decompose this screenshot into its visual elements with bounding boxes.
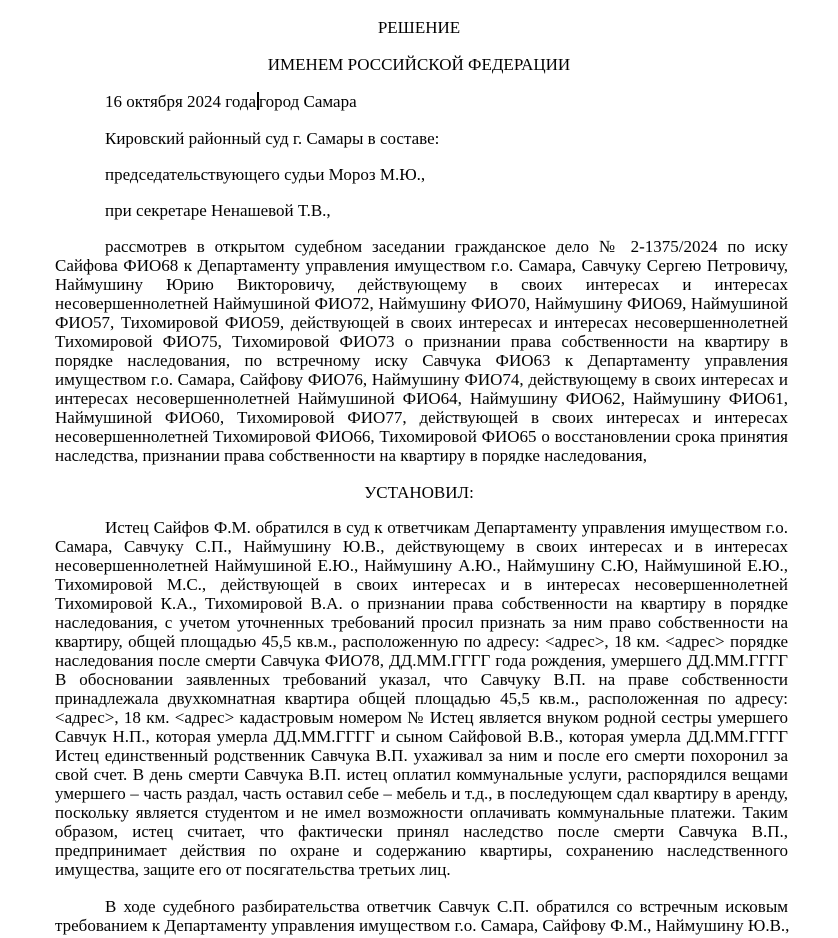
- paragraph-line: предпринимает действия по охране и содержанию квартиры, сохранению наследственного: [55, 841, 788, 860]
- doc-place: город Самара: [259, 92, 357, 111]
- doc-subtitle: ИМЕНЕМ РОССИЙСКОЙ ФЕДЕРАЦИИ: [267, 55, 571, 74]
- secretary-line: при секретаре Ненашевой Т.В.,: [105, 201, 331, 220]
- paragraph-line: В обосновании заявленных требований указал, что Савчуку В.П. на праве собственности: [55, 670, 788, 689]
- paragraph-line: Наймушину Юрию Викторовичу, действующему в своих интересах и интересах: [55, 275, 788, 294]
- paragraph-line: Наймушиной ФИО60, Тихомировой ФИО77, действующей в своих интересах и интересах: [55, 408, 788, 427]
- paragraph-line: Тихомировой М.С., действующей в своих интересах и в интересах несовершеннолетней: [55, 575, 788, 594]
- paragraph-line: порядке наследования, по встречному иску Савчука ФИО63 к Департаменту управления: [55, 351, 788, 370]
- paragraph-line: несовершеннолетней Наймушиной Е.Ю., Наймушину А.Ю., Наймушину С.Ю, Наймушиной Е.Ю.,: [55, 556, 788, 575]
- paragraph-line: Истец Сайфов Ф.М. обратился в суд к ответчикам Департаменту управления имуществом г.о.: [105, 518, 788, 537]
- paragraph-line: наследования, с учетом уточненных требований просил признать за ним право собственности на: [55, 613, 788, 632]
- paragraph-line: свой счет. В день смерти Савчука В.П. истец оплатил коммунальные услуги, распорядился вещами: [55, 765, 788, 784]
- paragraph-line: поскольку является студентом и не имел возможности оплачивать коммунальные платежи. Таким: [55, 803, 788, 822]
- doc-date: 16 октября 2024 года: [105, 92, 257, 111]
- paragraph-line: наследства, признании права собственности на квартиру в порядке наследования,: [55, 446, 647, 465]
- paragraph-line: умершего – часть раздал, часть оставил себе – мебель и т.д., в последующем сдал квартиру в аренду,: [55, 784, 788, 803]
- paragraph-line: рассмотрев в открытом судебном заседании гражданское дело № 2-1375/2024 по иску: [105, 237, 788, 256]
- paragraph-line: Сайфова ФИО68 к Департаменту управления имуществом г.о. Самара, Савчуку Сергею Петровичу,: [55, 256, 788, 275]
- paragraph-line: имущества, защите его от посягательства третьих лиц.: [55, 860, 451, 879]
- paragraph-line: Самара, Савчуку С.П., Наймушину Ю.В., действующему в своих интересах и в интересах: [55, 537, 788, 556]
- paragraph-line: имуществом г.о. Самара, Сайфову ФИО76, Наймушину ФИО74, действующему в своих интересах и: [55, 370, 788, 389]
- paragraph-line: несовершеннолетней Наймушиной ФИО72, Наймушину ФИО70, Наймушину ФИО69, Наймушиной: [55, 294, 788, 313]
- paragraph-line: Савчук Н.П., которая умерла ДД.ММ.ГГГГ и сыном Сайфовой В.В., которая умерла ДД.ММ.ГГГГ: [55, 727, 788, 746]
- paragraph-line: наследования после смерти Савчука ФИО78, ДД.ММ.ГГГГ года рождения, умершего ДД.ММ.ГГГГ: [55, 651, 788, 670]
- paragraph-line: В ходе судебного разбирательства ответчик Савчук С.П. обратился со встречным исковым: [105, 897, 788, 916]
- paragraph-line: квартиру, общей площадью 45,5 кв.м., расположенную по адресу: <адрес>, 18 км. <адрес> порядке: [55, 632, 788, 651]
- paragraph-line: <адрес>, 18 км. <адрес> кадастровым номером № Истец является внуком родной сестры умершего: [55, 708, 788, 727]
- paragraph-line: принадлежала двухкомнатная квартира общей площадью 45,5 кв.м., расположенная по адресу:: [55, 689, 788, 708]
- paragraph-line: интересах несовершеннолетней Наймушиной ФИО64, Наймушину ФИО62, Наймушину ФИО61,: [55, 389, 788, 408]
- judge-line: председательствующего судьи Мороз М.Ю.,: [105, 165, 426, 184]
- section-heading: УСТАНОВИЛ:: [364, 483, 474, 502]
- paragraph-line: требованием к Департаменту управления имуществом г.о. Самара, Сайфову Ф.М., Наймушину Ю.В.,: [55, 916, 790, 935]
- paragraph-line: ФИО57, Тихомировой ФИО59, действующей в своих интересах и интересах несовершеннолетней: [55, 313, 788, 332]
- date-place-line: [105, 92, 357, 112]
- paragraph-line: Тихомировой ФИО75, Тихомировой ФИО73 о признании права собственности на квартиру в: [55, 332, 788, 351]
- paragraph-line: образом, истец считает, что фактически принял наследство после смерти Савчука В.П.,: [55, 822, 788, 841]
- paragraph-line: Тихомировой К.А., Тихомировой В.А. о признании права собственности на квартиру в порядке: [55, 594, 788, 613]
- court-line: Кировский районный суд г. Самары в составе:: [105, 129, 440, 148]
- paragraph-line: Истец единственный родственник Савчука В.П. ухаживал за ним и после его смерти похоронил за: [55, 746, 788, 765]
- doc-title: РЕШЕНИЕ: [377, 18, 461, 37]
- paragraph-line: несовершеннолетней Тихомировой ФИО66, Тихомировой ФИО65 о восстановлении срока принятия: [55, 427, 788, 446]
